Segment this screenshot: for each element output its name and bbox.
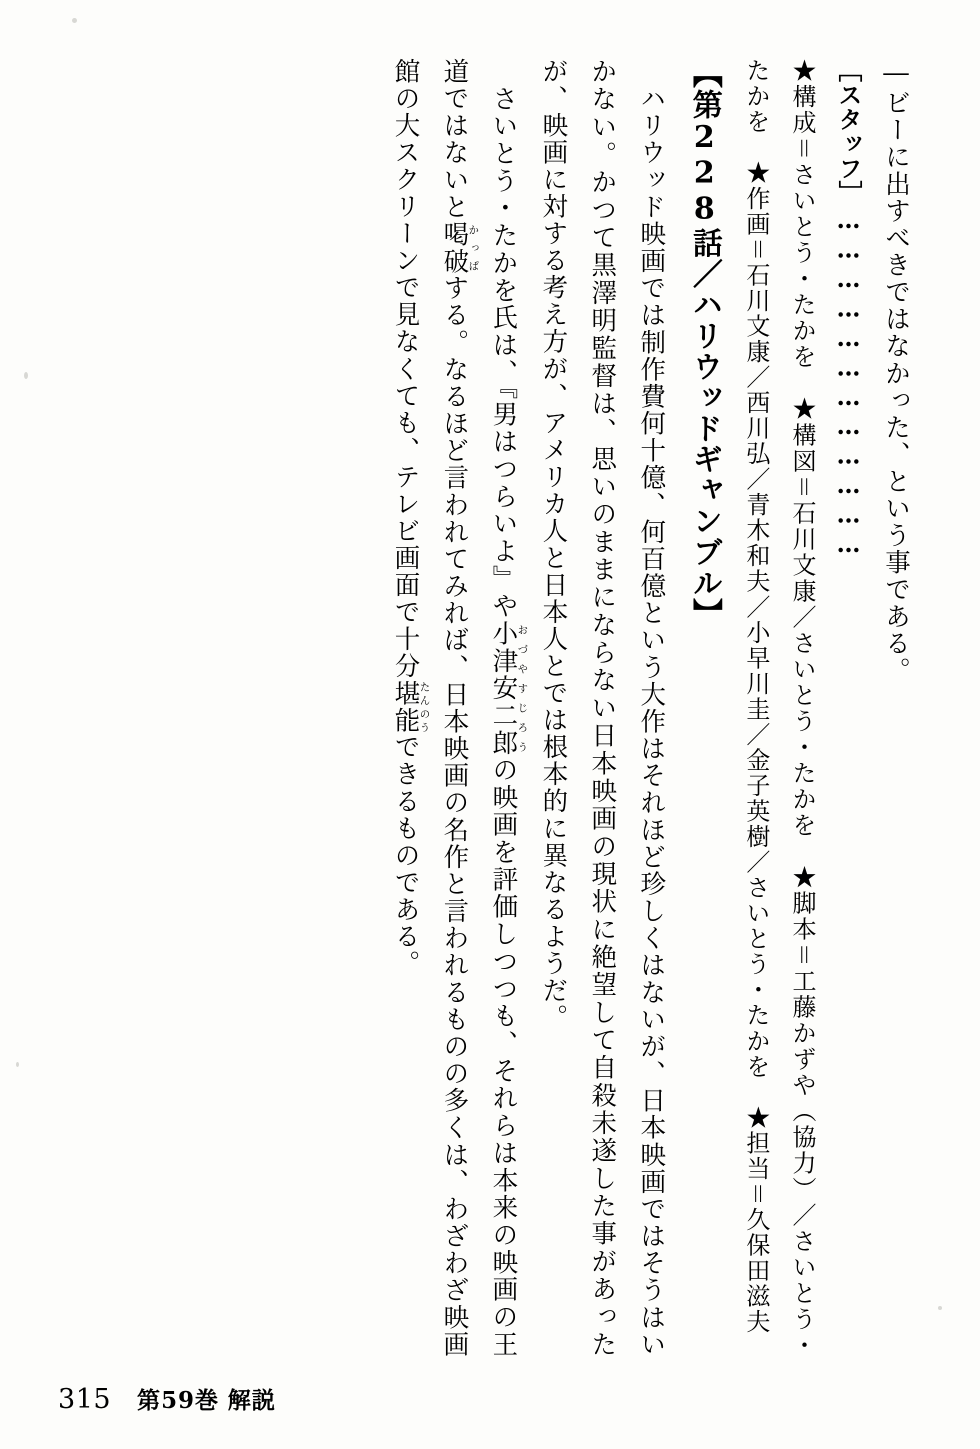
scan-speck bbox=[24, 372, 28, 379]
staff-credits: ★構成＝さいとう・たかを ★構図＝石川文康／さいとう・たかを ★脚本＝工藤かずや（協力）／さいとう・たかを ★作画＝石川文康／西川弘／青木和夫／小早川圭／金子英樹／さいとう・たかを ★担当＝久保田滋夫 bbox=[741, 58, 816, 1358]
chapter-heading: 【第228話／ハリウッドギャンブル】 bbox=[686, 58, 722, 630]
paragraph-hollywood-budgets: ハリウッド映画では制作費何十億、何百億という大作はそれほど珍しくはないが、日本映画ではそうはいかない。かつて黒澤明監督は、思いのままにならない日本映画の現状に絶望して自殺未遂した事があったが、映画に対する考え方が、アメリカ人と日本人とでは根本的に異なるようだ。 bbox=[538, 58, 667, 1358]
page-number: 315 bbox=[58, 1384, 112, 1415]
scan-speck bbox=[16, 1062, 19, 1067]
footer-volume-title: 第59巻 解説 bbox=[137, 1387, 276, 1414]
paragraph-opening: ―ビーに出すべきではなかった、という事である。 bbox=[881, 58, 911, 685]
vertical-text-body bbox=[381, 58, 921, 1358]
staff-section-header: ［スタッフ］……………………………… bbox=[834, 58, 864, 559]
scan-speck bbox=[938, 1306, 942, 1310]
page-footer bbox=[58, 1382, 276, 1415]
paragraph-saito-commentary: さいとう・たかを氏は、『男はつらいよ』や小津安二郎おづやすじろうの映画を評価しつつも、それらは本来の映画の王道ではないと喝破かっぱする。なるほど言われてみれば、日本映画の名作と言われるものの多くは、わざわざ映画館の大スクリーンで見なくても、テレビ画面で十分堪能たんのうできるものである。 bbox=[390, 58, 529, 1359]
scan-speck bbox=[72, 18, 77, 23]
